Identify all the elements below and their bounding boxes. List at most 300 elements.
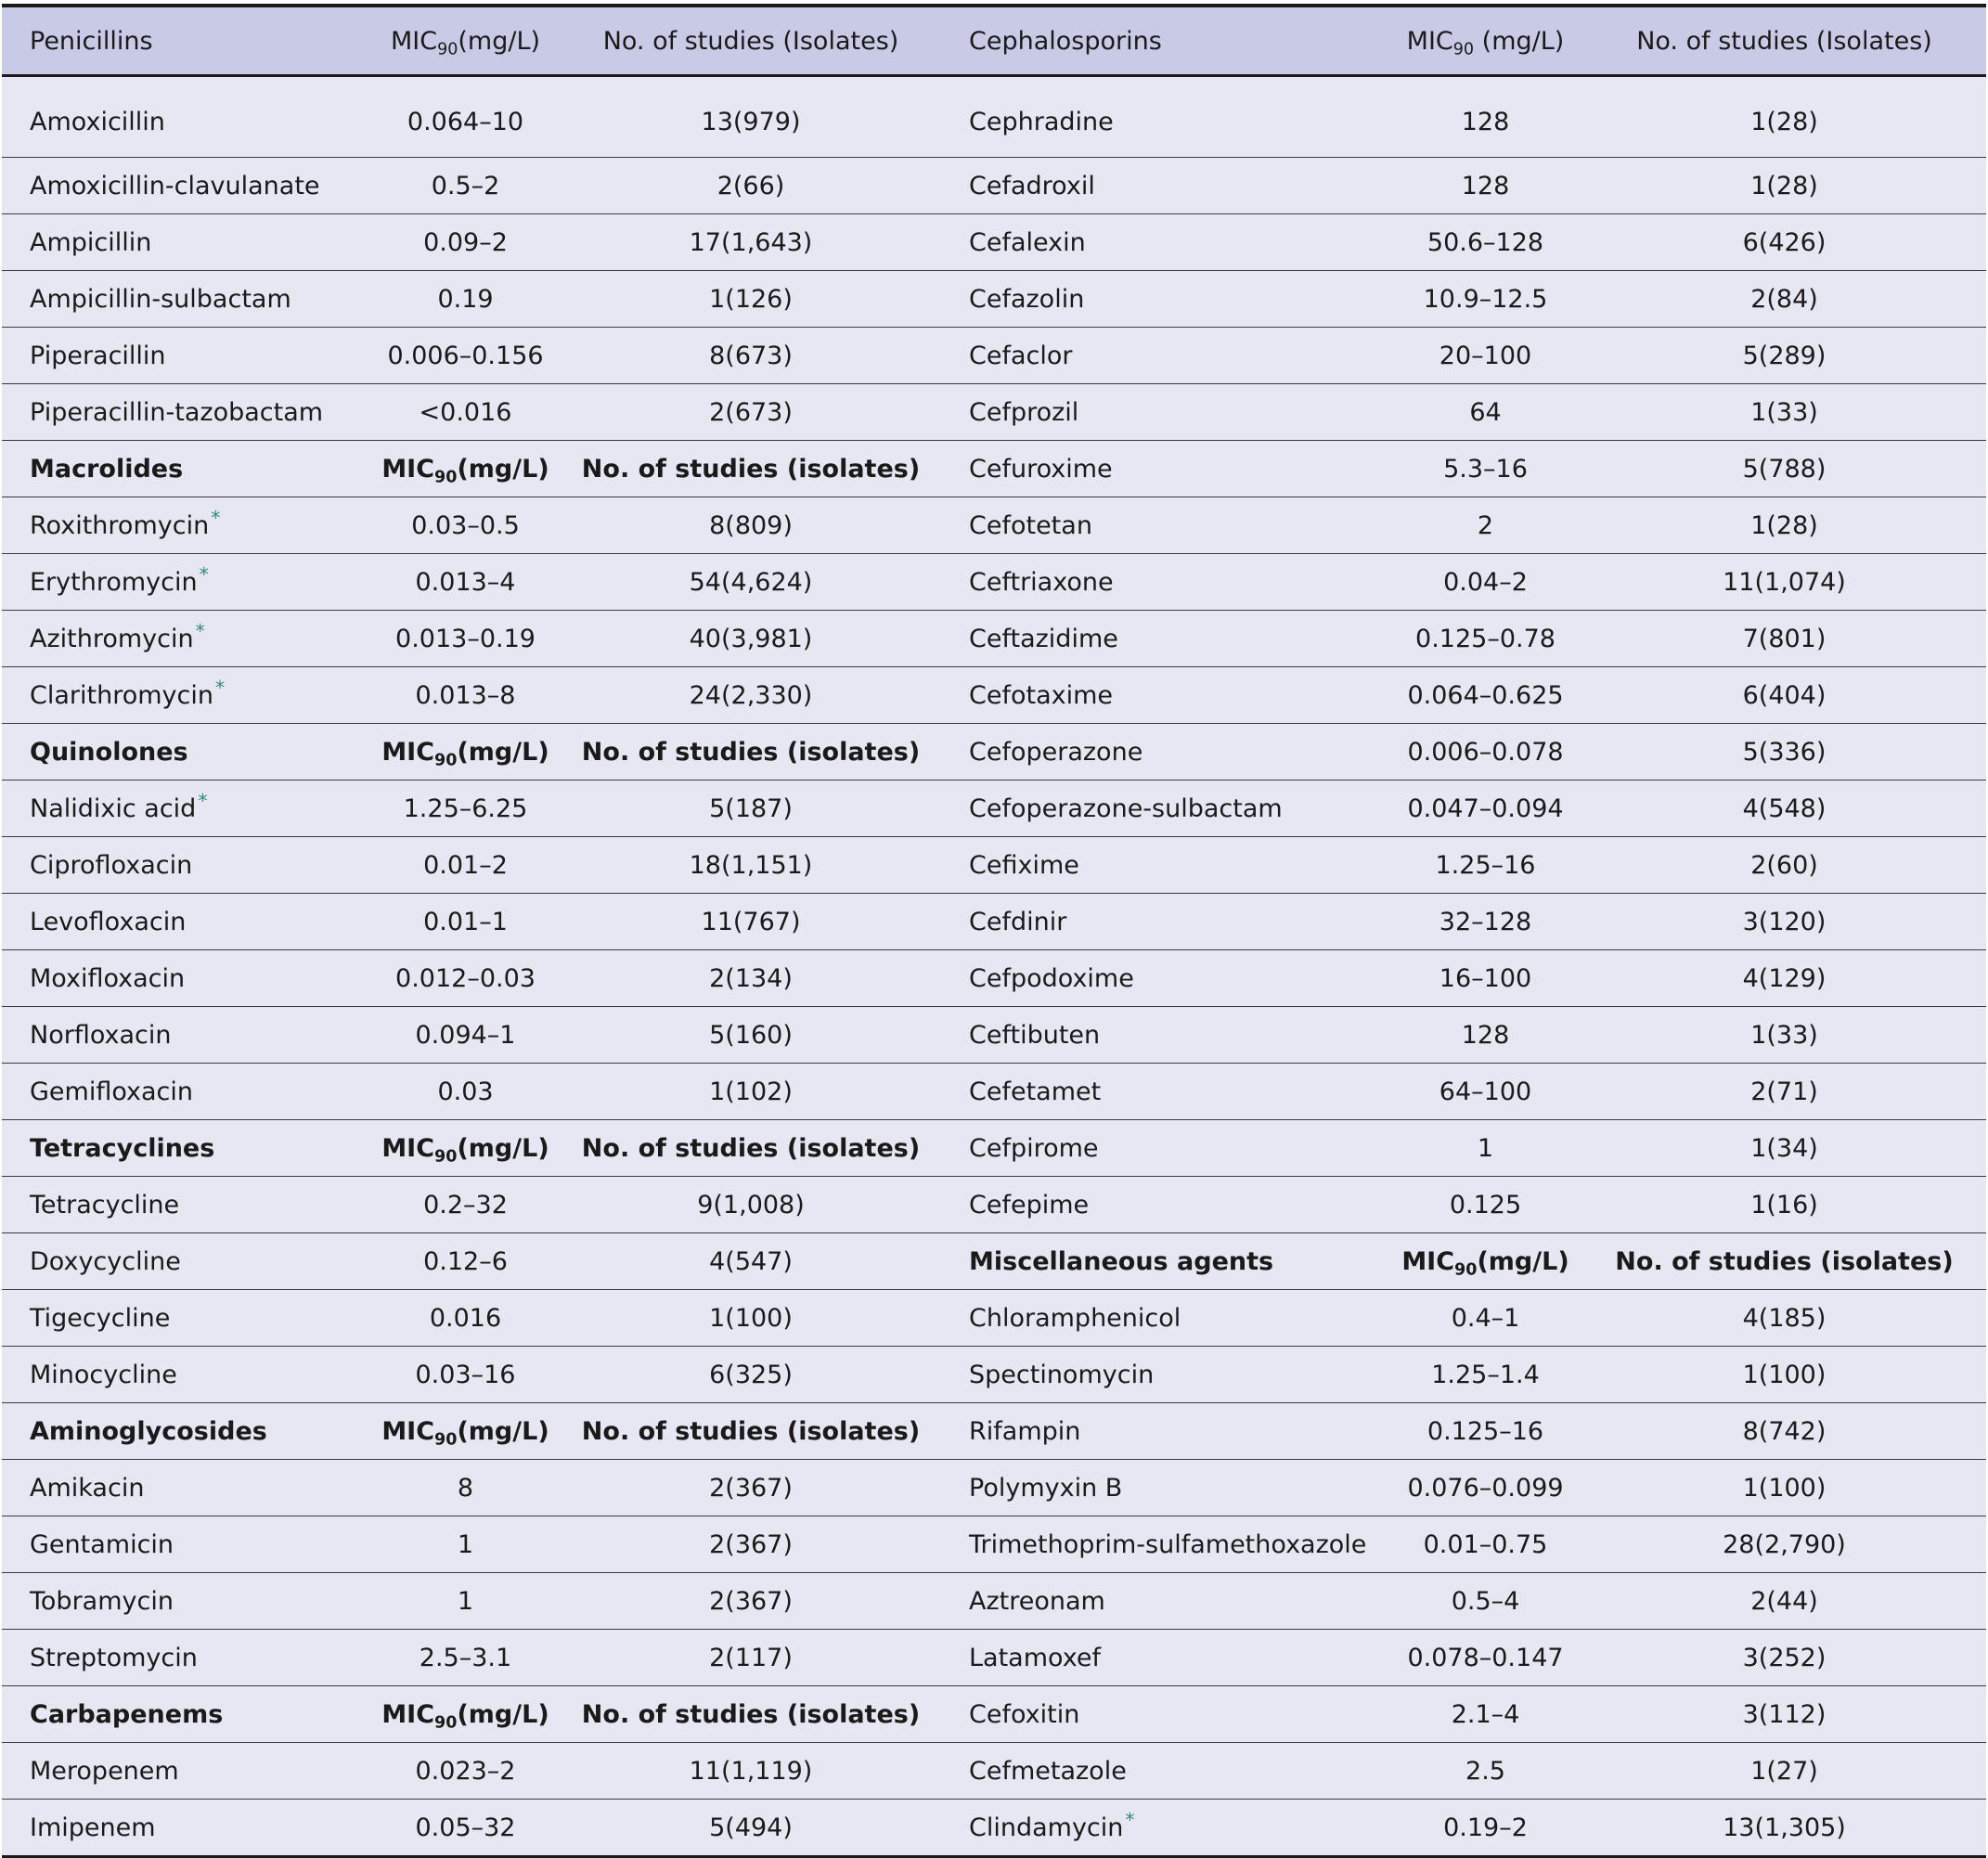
left-studies-value-text: 2(367) xyxy=(709,1473,793,1503)
right-drug-name-text: Cefoperazone-sulbactam xyxy=(969,794,1283,823)
left-mic-value xyxy=(370,76,561,158)
right-mic-value-text: 2 xyxy=(1477,510,1494,540)
left-studies-value-text: 2(134) xyxy=(709,963,793,993)
right-section-mic-header: $MIC_{90}(mg/L)$ xyxy=(1388,1233,1582,1290)
right-drug-name-text: Clindamycin xyxy=(969,1813,1124,1842)
right-mic-value xyxy=(1388,384,1582,441)
right-studies-value xyxy=(1582,724,1986,781)
table-row xyxy=(2,441,1986,497)
right-drug-name-text: Cefotaxime xyxy=(969,680,1114,710)
table-row xyxy=(2,894,1986,950)
table-row xyxy=(2,1630,1986,1686)
right-mic-value xyxy=(1388,1007,1582,1064)
right-mic-value-text: 0.064–0.625 xyxy=(1407,680,1564,710)
left-mic-value xyxy=(370,1347,561,1403)
left-studies-value-text: 1(100) xyxy=(709,1303,793,1333)
right-studies-value xyxy=(1582,554,1986,611)
left-studies-value xyxy=(561,158,941,214)
right-drug-name-text: Polymyxin B xyxy=(969,1473,1123,1503)
left-section-studies-header-text: No. of studies (isolates) xyxy=(581,737,921,767)
left-drug-name xyxy=(2,1233,370,1290)
right-mic-value-text: 1.25–1.4 xyxy=(1431,1360,1540,1389)
right-studies-value xyxy=(1582,1177,1986,1233)
left-drug-name-text: Minocycline xyxy=(30,1360,177,1389)
right-studies-value-text: 1(28) xyxy=(1750,171,1818,200)
left-drug-name xyxy=(2,781,370,837)
right-drug-name-text: Cefepime xyxy=(969,1190,1090,1219)
left-drug-name xyxy=(2,1007,370,1064)
right-mic-value xyxy=(1388,724,1582,781)
right-studies-value xyxy=(1582,667,1986,724)
left-mic-value-text: 0.012–0.03 xyxy=(395,963,536,993)
left-drug-name-text: Nalidixic acid xyxy=(30,794,197,823)
right-studies-value-text: 3(120) xyxy=(1742,907,1827,936)
right-studies-value-text: 1(100) xyxy=(1742,1360,1827,1389)
left-studies-value xyxy=(561,1573,941,1630)
right-studies-value xyxy=(1582,611,1986,667)
right-mic-value-text: 64–100 xyxy=(1439,1077,1532,1106)
left-drug-name-text: Meropenem xyxy=(30,1756,179,1786)
left-mic-value-text: 0.01–1 xyxy=(423,907,508,936)
right-mic-value xyxy=(1388,441,1582,497)
right-studies-value xyxy=(1582,214,1986,271)
right-drug-name-text: Cephradine xyxy=(969,107,1114,136)
left-drug-name xyxy=(2,894,370,950)
left-drug-name-text: Tigecycline xyxy=(30,1303,171,1333)
right-mic-value-text: 5.3–16 xyxy=(1443,454,1528,484)
left-section-label xyxy=(2,1686,370,1743)
right-mic-value xyxy=(1388,1743,1582,1800)
left-mic-value-text: 0.03–16 xyxy=(415,1360,516,1389)
left-mic-value xyxy=(370,497,561,554)
right-studies-value xyxy=(1582,384,1986,441)
right-mic-value xyxy=(1388,1516,1582,1573)
left-mic-value-text: 0.03–0.5 xyxy=(411,510,520,540)
right-drug-name xyxy=(941,1347,1388,1403)
left-studies-value-text: 24(2,330) xyxy=(689,680,813,710)
left-mic-value-text: 0.01–2 xyxy=(423,850,508,880)
left-studies-value xyxy=(561,497,941,554)
left-section-studies-header-text: No. of studies (isolates) xyxy=(581,1416,921,1446)
left-section-studies-header xyxy=(561,724,941,781)
right-mic-value-text: 1 xyxy=(1477,1133,1494,1163)
right-drug-name xyxy=(941,1460,1388,1516)
left-studies-value-text: 13(979) xyxy=(701,107,801,136)
left-mic-value xyxy=(370,781,561,837)
left-section-mic-header: $MIC_{90}(mg/L)$ xyxy=(370,441,561,497)
left-mic-value xyxy=(370,384,561,441)
footnote-asterisk: * xyxy=(199,563,209,587)
left-studies-value xyxy=(561,1630,941,1686)
left-mic-value xyxy=(370,1460,561,1516)
right-studies-value-text: 28(2,790) xyxy=(1723,1529,1846,1559)
left-mic-value-text: 2.5–3.1 xyxy=(419,1643,512,1672)
right-studies-value-text: 5(788) xyxy=(1742,454,1827,484)
left-drug-name-text: Erythromycin xyxy=(30,567,198,597)
left-studies-value-text: 5(187) xyxy=(709,794,793,823)
left-drug-name-text: Ampicillin xyxy=(30,227,152,257)
left-drug-name xyxy=(2,667,370,724)
right-drug-name-text: Latamoxef xyxy=(969,1643,1101,1672)
left-drug-name xyxy=(2,497,370,554)
right-drug-name xyxy=(941,76,1388,158)
table-header xyxy=(2,7,1986,76)
right-drug-name-text: Ceftibuten xyxy=(969,1020,1101,1050)
right-mic-value-text: 32–128 xyxy=(1439,907,1532,936)
right-drug-name-text: Cefaclor xyxy=(969,341,1073,370)
right-mic-value xyxy=(1388,1460,1582,1516)
right-drug-name-text: Cefazolin xyxy=(969,284,1085,314)
left-drug-name xyxy=(2,950,370,1007)
left-studies-value xyxy=(561,1743,941,1800)
right-studies-value xyxy=(1582,271,1986,328)
right-studies-value-text: 8(742) xyxy=(1742,1416,1827,1446)
left-studies-value-text: 2(66) xyxy=(716,171,785,200)
right-drug-name-text: Cefpirome xyxy=(969,1133,1099,1163)
right-studies-value-text: 5(336) xyxy=(1742,737,1827,767)
left-mic-value xyxy=(370,1064,561,1120)
right-studies-value xyxy=(1582,1007,1986,1064)
right-mic-value xyxy=(1388,1120,1582,1177)
right-studies-value-text: 2(84) xyxy=(1750,284,1818,314)
left-section-label xyxy=(2,1120,370,1177)
left-studies-value xyxy=(561,554,941,611)
left-section-mic-header: $MIC_{90}(mg/L)$ xyxy=(370,1120,561,1177)
right-section-label-text: Miscellaneous agents xyxy=(969,1246,1274,1276)
right-mic-value-text: 2.1–4 xyxy=(1451,1699,1520,1729)
right-drug-name-text: Chloramphenicol xyxy=(969,1303,1181,1333)
right-studies-value-text: 5(289) xyxy=(1742,341,1827,370)
left-studies-value xyxy=(561,1516,941,1573)
right-drug-name-text: Ceftriaxone xyxy=(969,567,1114,597)
left-studies-value xyxy=(561,76,941,158)
left-mic-value-text: 1 xyxy=(457,1529,474,1559)
left-studies-value xyxy=(561,950,941,1007)
left-mic-value-text: 8 xyxy=(457,1473,474,1503)
right-drug-name xyxy=(941,158,1388,214)
right-drug-name xyxy=(941,384,1388,441)
table-row xyxy=(2,497,1986,554)
right-studies-value-text: 3(252) xyxy=(1742,1643,1827,1672)
right-mic-value-text: 0.006–0.078 xyxy=(1407,737,1564,767)
right-mic-value-text: 0.125 xyxy=(1449,1190,1522,1219)
left-mic-value-text: <0.016 xyxy=(419,397,512,427)
right-mic-value xyxy=(1388,1686,1582,1743)
right-mic-value xyxy=(1388,497,1582,554)
right-studies-value-text: 4(129) xyxy=(1742,963,1827,993)
left-studies-value-text: 2(673) xyxy=(709,397,793,427)
right-mic-value-text: 0.04–2 xyxy=(1443,567,1528,597)
right-drug-name xyxy=(941,1573,1388,1630)
right-studies-value-text: 4(548) xyxy=(1742,794,1827,823)
right-studies-value-text: 1(28) xyxy=(1750,107,1818,136)
left-drug-name-text: Piperacillin xyxy=(30,341,166,370)
right-studies-value xyxy=(1582,1064,1986,1120)
right-drug-name-text: Cefixime xyxy=(969,850,1079,880)
left-drug-name-text: Piperacillin-tazobactam xyxy=(30,397,324,427)
left-drug-name xyxy=(2,1177,370,1233)
left-mic-value xyxy=(370,894,561,950)
left-drug-name xyxy=(2,837,370,894)
left-mic-value xyxy=(370,1743,561,1800)
right-drug-name xyxy=(941,1630,1388,1686)
left-section-label-text: Aminoglycosides xyxy=(30,1416,267,1446)
footnote-asterisk: * xyxy=(214,677,226,700)
left-drug-name-text: Tetracycline xyxy=(30,1190,180,1219)
right-studies-value-text: 1(33) xyxy=(1750,397,1818,427)
right-studies-value-text: 11(1,074) xyxy=(1723,567,1846,597)
left-section-label-text: Quinolones xyxy=(30,737,188,767)
left-mic-value-text: 0.013–4 xyxy=(415,567,516,597)
table-row xyxy=(2,76,1986,158)
left-studies-value-text: 8(673) xyxy=(709,341,793,370)
right-drug-name xyxy=(941,611,1388,667)
left-section-studies-header-text: No. of studies (isolates) xyxy=(581,1133,921,1163)
left-section-label xyxy=(2,1403,370,1460)
right-mic-value-text: 10.9–12.5 xyxy=(1423,284,1548,314)
left-drug-name-text: Doxycycline xyxy=(30,1246,181,1276)
left-mic-value xyxy=(370,328,561,384)
table-row xyxy=(2,271,1986,328)
left-section-studies-header xyxy=(561,441,941,497)
right-studies-value xyxy=(1582,328,1986,384)
table-body xyxy=(2,76,1986,1856)
right-drug-name xyxy=(941,1120,1388,1177)
right-drug-name-text: Ceftazidime xyxy=(969,624,1118,653)
left-mic-value xyxy=(370,1007,561,1064)
left-studies-value xyxy=(561,271,941,328)
right-mic-value-text: 1.25–16 xyxy=(1435,850,1536,880)
right-studies-value-text: 4(185) xyxy=(1742,1303,1827,1333)
right-section-studies-header-text: No. of studies (isolates) xyxy=(1615,1246,1954,1276)
right-mic-value-text: 0.4–1 xyxy=(1451,1303,1520,1333)
right-mic-value-text: 0.5–4 xyxy=(1451,1586,1520,1616)
right-studies-value xyxy=(1582,1120,1986,1177)
right-mic-value xyxy=(1388,894,1582,950)
left-section-mic-header: $MIC_{90}(mg/L)$ xyxy=(370,724,561,781)
right-studies-value xyxy=(1582,1686,1986,1743)
left-mic-value-text: 0.016 xyxy=(429,1303,502,1333)
table-row xyxy=(2,1403,1986,1460)
left-drug-name-text: Imipenem xyxy=(30,1813,156,1842)
table-row xyxy=(2,837,1986,894)
right-mic-value-text: 0.19–2 xyxy=(1443,1813,1528,1842)
left-drug-name xyxy=(2,214,370,271)
left-drug-name xyxy=(2,271,370,328)
right-mic-value xyxy=(1388,76,1582,158)
right-mic-value-text: 0.076–0.099 xyxy=(1407,1473,1564,1503)
right-studies-value xyxy=(1582,1347,1986,1403)
left-mic-value-text: 0.094–1 xyxy=(415,1020,516,1050)
left-drug-name xyxy=(2,1573,370,1630)
left-studies-value-text: 8(809) xyxy=(709,510,793,540)
left-mic-value xyxy=(370,1290,561,1347)
left-drug-name xyxy=(2,76,370,158)
left-studies-value-text: 11(1,119) xyxy=(689,1756,813,1786)
table-row xyxy=(2,328,1986,384)
right-mic-value xyxy=(1388,158,1582,214)
left-drug-name xyxy=(2,611,370,667)
left-section-studies-header xyxy=(561,1403,941,1460)
header-studies-left: No. of studies (Isolates) xyxy=(561,7,941,76)
left-section-label xyxy=(2,441,370,497)
left-studies-value xyxy=(561,214,941,271)
right-mic-value xyxy=(1388,271,1582,328)
left-studies-value-text: 11(767) xyxy=(701,907,801,936)
table-row xyxy=(2,1347,1986,1403)
right-mic-value xyxy=(1388,950,1582,1007)
right-drug-name xyxy=(941,1686,1388,1743)
right-mic-value xyxy=(1388,1177,1582,1233)
table-row xyxy=(2,1516,1986,1573)
header-mic-left: $MIC_{90}(mg/L)$ xyxy=(370,7,561,76)
right-drug-name xyxy=(941,554,1388,611)
right-studies-value xyxy=(1582,1630,1986,1686)
left-drug-name xyxy=(2,1516,370,1573)
right-mic-value xyxy=(1388,554,1582,611)
left-mic-value-text: 0.19 xyxy=(437,284,494,314)
left-mic-value xyxy=(370,1573,561,1630)
right-mic-value xyxy=(1388,1064,1582,1120)
right-drug-name-text: Cefetamet xyxy=(969,1077,1102,1106)
left-mic-value-text: 0.013–0.19 xyxy=(395,624,536,653)
left-section-label-text: Tetracyclines xyxy=(30,1133,215,1163)
right-mic-value-text: 2.5 xyxy=(1465,1756,1505,1786)
right-studies-value-text: 6(426) xyxy=(1742,227,1827,257)
right-mic-value xyxy=(1388,667,1582,724)
left-drug-name-text: Roxithromycin xyxy=(30,510,210,540)
left-drug-name xyxy=(2,1347,370,1403)
left-mic-value xyxy=(370,837,561,894)
right-drug-name-text: Rifampin xyxy=(969,1416,1081,1446)
right-drug-name xyxy=(941,1290,1388,1347)
header-penicillins: Penicillins xyxy=(2,7,370,76)
right-mic-value-text: 128 xyxy=(1461,107,1510,136)
left-drug-name-text: Azithromycin xyxy=(30,624,194,653)
left-studies-value xyxy=(561,328,941,384)
right-mic-value-text: 16–100 xyxy=(1439,963,1532,993)
right-studies-value-text: 1(16) xyxy=(1750,1190,1818,1219)
left-studies-value-text: 1(126) xyxy=(709,284,793,314)
table-row xyxy=(2,1743,1986,1800)
left-studies-value-text: 2(367) xyxy=(709,1529,793,1559)
right-studies-value-text: 2(71) xyxy=(1750,1077,1818,1106)
left-mic-value xyxy=(370,271,561,328)
left-drug-name-text: Ampicillin-sulbactam xyxy=(30,284,291,314)
right-mic-value-text: 64 xyxy=(1469,397,1502,427)
right-mic-value xyxy=(1388,1403,1582,1460)
right-studies-value xyxy=(1582,781,1986,837)
left-drug-name-text: Gemifloxacin xyxy=(30,1077,194,1106)
right-drug-name xyxy=(941,214,1388,271)
table-row xyxy=(2,724,1986,781)
footnote-asterisk: * xyxy=(211,507,221,530)
left-mic-value-text: 0.2–32 xyxy=(423,1190,508,1219)
right-studies-value-text: 1(100) xyxy=(1742,1473,1827,1503)
left-drug-name-text: Ciprofloxacin xyxy=(30,850,193,880)
right-studies-value xyxy=(1582,950,1986,1007)
table-row xyxy=(2,1064,1986,1120)
right-drug-name xyxy=(941,271,1388,328)
right-drug-name-text: Cefuroxime xyxy=(969,454,1113,484)
left-mic-value-text: 0.05–32 xyxy=(415,1813,516,1842)
right-studies-value-text: 1(27) xyxy=(1750,1756,1818,1786)
left-studies-value xyxy=(561,667,941,724)
right-mic-value xyxy=(1388,328,1582,384)
table-row xyxy=(2,1686,1986,1743)
left-mic-value-text: 0.5–2 xyxy=(431,171,500,200)
right-mic-value xyxy=(1388,1347,1582,1403)
left-drug-name-text: Clarithromycin xyxy=(30,680,213,710)
right-studies-value xyxy=(1582,894,1986,950)
header-studies-right: No. of studies (Isolates) xyxy=(1582,7,1986,76)
left-mic-value-text: 0.03 xyxy=(437,1077,494,1106)
left-mic-value xyxy=(370,554,561,611)
footnote-asterisk: * xyxy=(198,790,208,813)
right-drug-name xyxy=(941,837,1388,894)
footnote-asterisk: * xyxy=(1125,1809,1135,1832)
table-row xyxy=(2,384,1986,441)
left-studies-value-text: 54(4,624) xyxy=(689,567,813,597)
left-section-mic-header: $MIC_{90}(mg/L)$ xyxy=(370,1403,561,1460)
right-drug-name xyxy=(941,1177,1388,1233)
left-drug-name-text: Amikacin xyxy=(30,1473,145,1503)
left-drug-name-text: Tobramycin xyxy=(30,1586,174,1616)
table-row xyxy=(2,611,1986,667)
right-mic-value-text: 128 xyxy=(1461,171,1510,200)
right-studies-value-text: 13(1,305) xyxy=(1723,1813,1846,1842)
right-drug-name xyxy=(941,441,1388,497)
left-studies-value-text: 1(102) xyxy=(709,1077,793,1106)
right-drug-name xyxy=(941,781,1388,837)
left-studies-value xyxy=(561,1290,941,1347)
left-mic-value xyxy=(370,158,561,214)
left-studies-value-text: 40(3,981) xyxy=(689,624,813,653)
table-row xyxy=(2,781,1986,837)
left-mic-value-text: 0.006–0.156 xyxy=(387,341,544,370)
right-section-studies-header xyxy=(1582,1233,1986,1290)
right-mic-value xyxy=(1388,1630,1582,1686)
table-row xyxy=(2,1120,1986,1177)
right-mic-value-text: 50.6–128 xyxy=(1426,227,1544,257)
left-studies-value xyxy=(561,1007,941,1064)
left-studies-value xyxy=(561,837,941,894)
left-studies-value xyxy=(561,1460,941,1516)
left-studies-value xyxy=(561,1064,941,1120)
right-studies-value xyxy=(1582,1743,1986,1800)
right-drug-name-text: Aztreonam xyxy=(969,1586,1105,1616)
left-mic-value xyxy=(370,611,561,667)
left-mic-value-text: 0.12–6 xyxy=(423,1246,508,1276)
table-row xyxy=(2,158,1986,214)
right-drug-name xyxy=(941,497,1388,554)
table-row xyxy=(2,554,1986,611)
right-studies-value xyxy=(1582,158,1986,214)
right-drug-name-text: Cefalexin xyxy=(969,227,1086,257)
left-studies-value-text: 6(325) xyxy=(709,1360,793,1389)
right-drug-name xyxy=(941,1064,1388,1120)
left-mic-value xyxy=(370,214,561,271)
right-drug-name xyxy=(941,894,1388,950)
left-drug-name xyxy=(2,1630,370,1686)
right-mic-value xyxy=(1388,781,1582,837)
table-row xyxy=(2,214,1986,271)
left-drug-name xyxy=(2,1290,370,1347)
right-studies-value-text: 1(28) xyxy=(1750,510,1818,540)
left-studies-value-text: 17(1,643) xyxy=(689,227,813,257)
right-mic-value-text: 0.01–0.75 xyxy=(1423,1529,1548,1559)
left-section-label xyxy=(2,724,370,781)
